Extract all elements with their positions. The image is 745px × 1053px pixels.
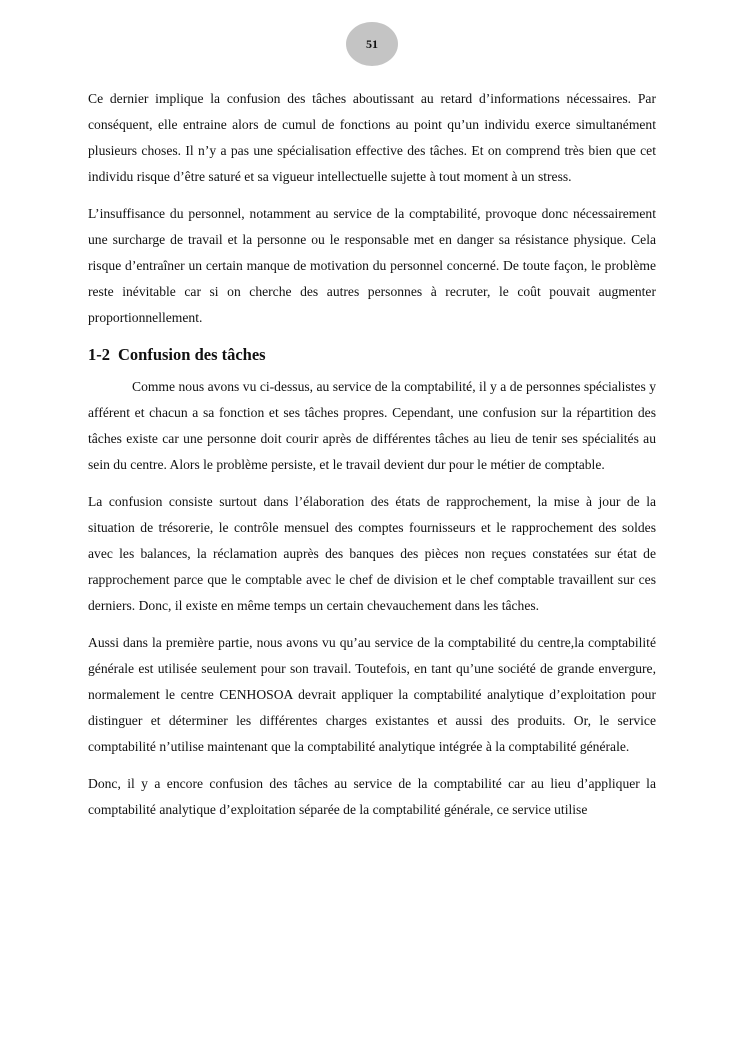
page-number: 51 <box>366 36 378 51</box>
paragraph-5: Aussi dans la première partie, nous avons vu qu’au service de la comptabilité du centre,la comptabilité générale est utilisée seulement pour son travail. Toutefois, en tant qu’une société de grande envergure, normalement le centre CENHOSOA devrait appliquer la comptabilité analytique d’exploitation pour distinguer et déterminer les différentes charges existantes et aussi des produits. Or, le service comptabilité n’utilise maintenant que la comptabilité analytique intégrée à la comptabilité générale. <box>88 635 656 754</box>
section-number: 1-2 <box>88 345 110 364</box>
section-title: Confusion des tâches <box>118 345 266 364</box>
paragraph-6: Donc, il y a encore confusion des tâches au service de la comptabilité car au lieu d’appliquer la comptabilité analytique d’exploitation séparée de la comptabilité générale, ce service utilise <box>88 776 656 817</box>
paragraph-1: Ce dernier implique la confusion des tâches aboutissant au retard d’informations nécessaires. Par conséquent, elle entraine alors de cumul de fonctions au point qu’un individu exerce simultanément plusieurs choses. Il n’y a pas une spécialisation effective des tâches. Et on comprend très bien que cet individu risque d’être saturé et sa vigueur intellectuelle sujette à tout moment à un stress. <box>88 91 656 184</box>
paragraph-3: Comme nous avons vu ci-dessus, au service de la comptabilité, il y a de personnes spécialistes y afférent et chacun a sa fonction et ses tâches propres. Cependant, une confusion sur la répartition des tâches existe car une personne doit courir après de différentes tâches au lieu de tenir ses spécialités au sein du centre. Alors le problème persiste, et le travail devient dur pour le métier de comptable. <box>88 379 656 472</box>
section-heading <box>88 342 656 368</box>
page-number-badge <box>346 22 398 66</box>
paragraph-4: La confusion consiste surtout dans l’élaboration des états de rapprochement, la mise à jour de la situation de trésorerie, le contrôle mensuel des comptes fournisseurs et le rapprochement des soldes avec les balances, la réclamation auprès des banques des pièces non reçues constatées sur état de rapprochement parce que le comptable avec le chef de division et le chef comptable travaillent sur ces derniers. Donc, il existe en même temps un certain chevauchement dans les tâches. <box>88 494 656 613</box>
paragraph-2: L’insuffisance du personnel, notamment au service de la comptabilité, provoque donc nécessairement une surcharge de travail et la personne ou le responsable met en danger sa résistance physique. Cela risque d’entraîner un certain manque de motivation du personnel concerné. De toute façon, le problème reste inévitable car si on cherche des autres personnes à recruter, le coût pouvait augmenter proportionnellement. <box>88 206 656 325</box>
document-body <box>88 86 656 834</box>
